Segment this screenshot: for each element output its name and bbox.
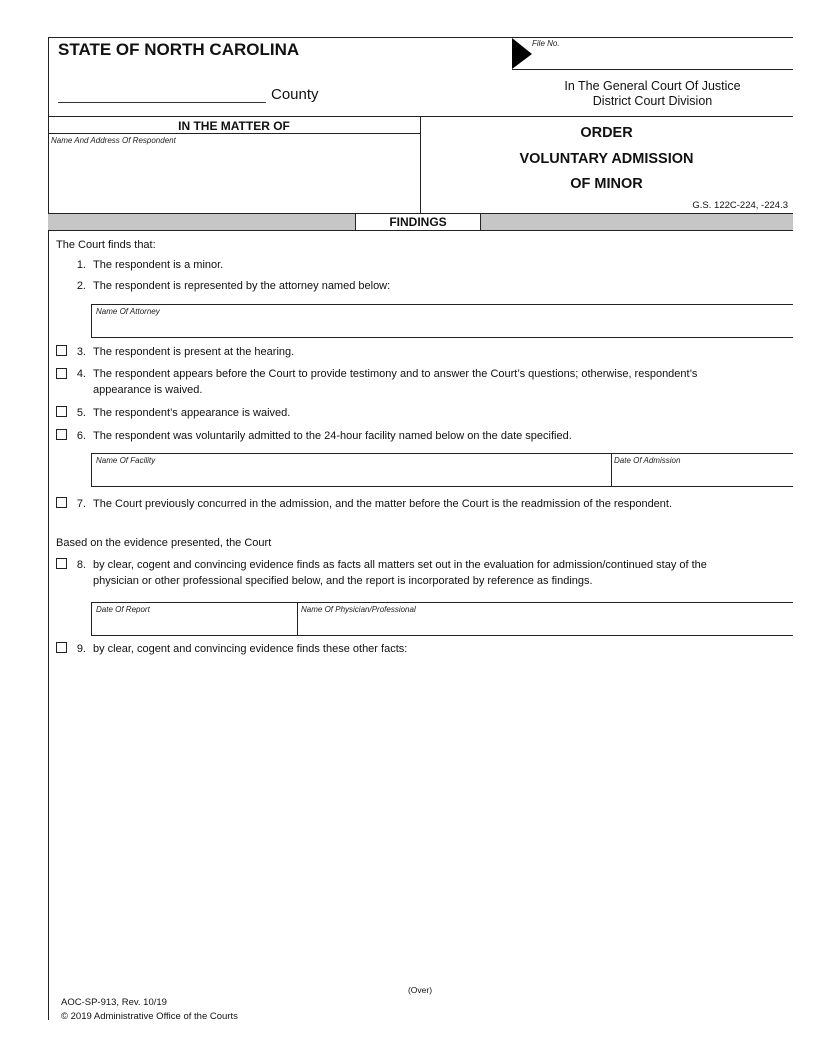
order-title-1: ORDER bbox=[580, 125, 633, 141]
item-4-checkbox[interactable] bbox=[56, 368, 67, 379]
matter-title: IN THE MATTER OF bbox=[178, 119, 290, 133]
based-on-text: Based on the evidence presented, the Court bbox=[56, 537, 272, 549]
item-4-text-line-1: The respondent appears before the Court to provide testimony and to answer the Court’s questions; otherwise, respondent’s bbox=[93, 368, 698, 380]
item-9-text: by clear, cogent and convincing evidence finds these other facts: bbox=[93, 643, 408, 655]
item-2-number: 2. bbox=[76, 280, 86, 292]
item-7-checkbox[interactable] bbox=[56, 497, 67, 508]
other-facts-field[interactable] bbox=[93, 662, 788, 972]
item-9-checkbox[interactable] bbox=[56, 642, 67, 653]
file-no-label: File No. bbox=[532, 39, 560, 48]
item-3-checkbox[interactable] bbox=[56, 345, 67, 356]
item-6-number: 6. bbox=[76, 430, 86, 442]
form-number: AOC-SP-913, Rev. 10/19 bbox=[61, 997, 167, 1008]
county-blank[interactable] bbox=[58, 102, 266, 103]
findings-title: FINDINGS bbox=[355, 213, 481, 231]
item-4-text-line-2: appearance is waived. bbox=[93, 384, 203, 396]
item-3-text: The respondent is present at the hearing. bbox=[93, 346, 295, 358]
item-6-checkbox[interactable] bbox=[56, 429, 67, 440]
item-3-number: 3. bbox=[76, 346, 86, 358]
item-7-number: 7. bbox=[76, 498, 86, 510]
file-no-arrow-icon bbox=[512, 38, 534, 70]
file-no-field[interactable] bbox=[512, 69, 793, 70]
attorney-field[interactable] bbox=[91, 304, 793, 338]
copyright: © 2019 Administrative Office of the Courts bbox=[61, 1011, 238, 1022]
item-4-number: 4. bbox=[76, 368, 86, 380]
item-8-text-line-1: by clear, cogent and convincing evidence finds as facts all matters set out in the evaluation for admission/continued stay of the bbox=[93, 559, 707, 571]
admission-date-label: Date Of Admission bbox=[614, 456, 681, 465]
item-1-number: 1. bbox=[76, 259, 86, 271]
attorney-label: Name Of Attorney bbox=[96, 307, 160, 316]
physician-label: Name Of Physician/Professional bbox=[301, 605, 416, 614]
state-title: STATE OF NORTH CAROLINA bbox=[58, 40, 300, 59]
item-5-text: The respondent’s appearance is waived. bbox=[93, 407, 291, 419]
report-date-label: Date Of Report bbox=[96, 605, 150, 614]
respondent-field[interactable] bbox=[49, 148, 419, 212]
facility-field[interactable] bbox=[91, 453, 612, 487]
item-2-text: The respondent is represented by the attorney named below: bbox=[93, 280, 391, 292]
item-9-number: 9. bbox=[76, 643, 86, 655]
facility-label: Name Of Facility bbox=[96, 456, 156, 465]
order-title-2: VOLUNTARY ADMISSION bbox=[519, 151, 694, 167]
item-7-text: The Court previously concurred in the admission, and the matter before the Court is the readmission of the respondent. bbox=[93, 498, 673, 510]
item-8-text-line-2: physician or other professional specified below, and the report is incorporated by reference as findings. bbox=[93, 575, 593, 587]
over-indicator: (Over) bbox=[407, 985, 433, 995]
findings-intro: The Court finds that: bbox=[56, 239, 156, 251]
court-line-1: In The General Court Of Justice bbox=[564, 79, 741, 93]
statute-citation: G.S. 122C-224, -224.3 bbox=[692, 200, 788, 211]
item-5-number: 5. bbox=[76, 407, 86, 419]
item-1-text: The respondent is a minor. bbox=[93, 259, 224, 271]
item-6-text: The respondent was voluntarily admitted to the 24-hour facility named below on the date specified. bbox=[93, 430, 572, 442]
top-border bbox=[48, 37, 793, 38]
county-label: County bbox=[271, 86, 319, 103]
order-title-3: OF MINOR bbox=[570, 176, 643, 192]
item-8-checkbox[interactable] bbox=[56, 558, 67, 569]
respondent-label: Name And Address Of Respondent bbox=[51, 136, 176, 145]
item-5-checkbox[interactable] bbox=[56, 406, 67, 417]
matter-title-underline bbox=[48, 133, 420, 134]
item-8-number: 8. bbox=[76, 559, 86, 571]
court-line-2: District Court Division bbox=[592, 94, 713, 108]
